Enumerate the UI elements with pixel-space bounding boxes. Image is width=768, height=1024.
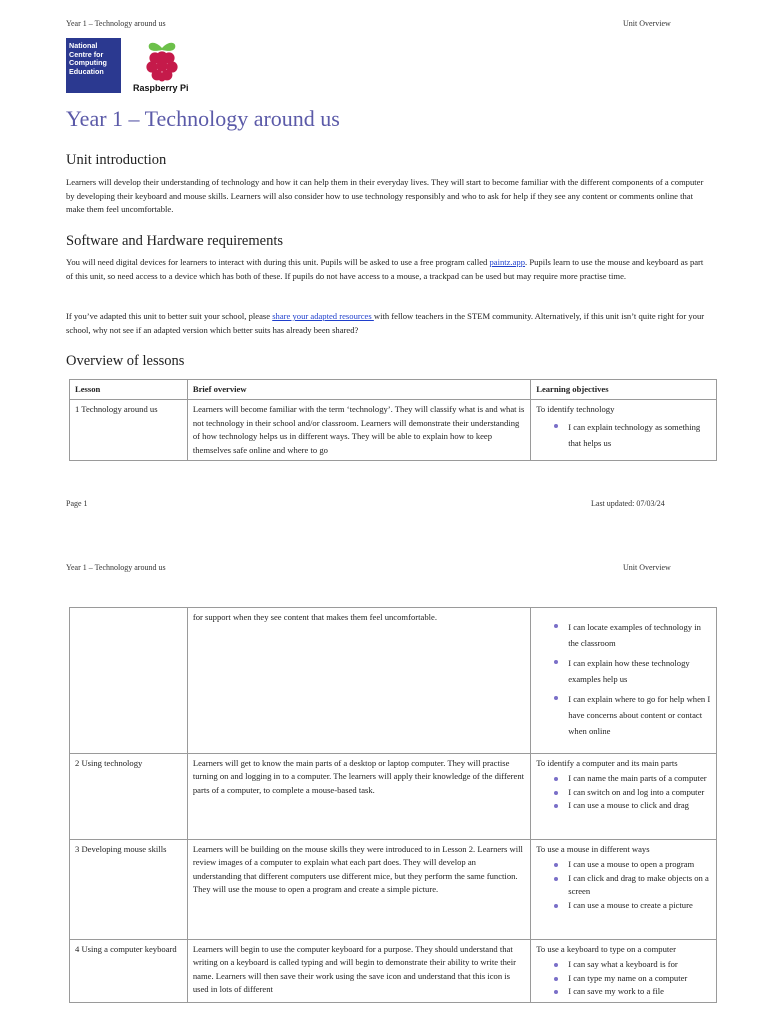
req-p2-text-a: If you’ve adapted this unit to better suit your school, please: [66, 311, 273, 321]
table-row: [70, 400, 717, 461]
overview-cell: Learners will become familiar with the term ‘technology’. They will classify what is and what is not technology in their school and/or classroom. Learners will demonstrate their understanding of how technology helps us in different ways. They will be able to explain how to keep themselves safe online and where to go: [187, 400, 530, 461]
req-p2-text-b: with fellow teachers in the STEM community. Alternatively, if this unit isn’t quite right for your school, why not see if an adapted version which better suits has already been shared?: [66, 311, 705, 335]
table-row: [70, 608, 717, 754]
lesson-cell: 3 Developing mouse skills: [70, 840, 188, 940]
objective-list: [536, 858, 711, 912]
share-resources-link[interactable]: share your adapted resources: [272, 311, 374, 321]
table-row: [70, 840, 717, 940]
raspberry-pi-logo-icon: [141, 38, 183, 82]
objectives-cell: [531, 840, 717, 940]
objective-list: [536, 958, 711, 998]
req-p1-text-b: . Pupils learn to use the mouse and keyboard as part of this unit, so need access to a device which has both of these. If pupils do not have access to a mouse, a trackpad can be used but may require more practise time.: [66, 257, 704, 281]
page1-header-left: Year 1 – Technology around us: [66, 19, 166, 28]
objectives-cell: [531, 754, 717, 840]
lesson-cell: 2 Using technology: [70, 754, 188, 840]
list-item: I can say what a keyboard is for: [536, 958, 711, 971]
objectives-cell: [531, 940, 717, 1003]
ncce-logo-text: National Centre for Computing Education: [69, 41, 107, 76]
raspberry-pi-logo-text: Raspberry Pi: [133, 83, 189, 93]
objectives-cell: [531, 400, 717, 461]
requirements-paragraph-1: [66, 256, 706, 283]
req-p1-text-a: You will need digital devices for learners to interact with during this unit. Pupils will be asked to use a free program called: [66, 257, 490, 267]
table-row: [70, 940, 717, 1003]
lessons-table-page2: [69, 607, 717, 1003]
list-item: I can use a mouse to click and drag: [536, 799, 711, 812]
list-item: I can save my work to a file: [536, 985, 711, 998]
lesson-cell: 4 Using a computer keyboard: [70, 940, 188, 1003]
lesson-cell: [70, 608, 188, 754]
list-item: I can click and drag to make objects on a screen: [536, 872, 711, 899]
paintz-app-link[interactable]: paintz.app: [489, 257, 526, 267]
page-title: Year 1 – Technology around us: [66, 106, 340, 131]
overview-cell: Learners will begin to use the computer keyboard for a purpose. They should understand that writing on a keyboard is called typing and will begin to demonstrate their ability to write their name. Learners will then save their work using the save icon and understand that this icon is used in lots of different: [187, 940, 530, 1003]
header-lesson: Lesson: [70, 380, 188, 400]
objective-list: [536, 619, 711, 739]
objective-title: To identify a computer and its main parts: [536, 758, 678, 768]
objective-list: [536, 772, 711, 812]
header-brief-overview: Brief overview: [187, 380, 530, 400]
overview-cell: for support when they see content that makes them feel uncomfortable.: [187, 608, 530, 754]
page1-header-right: Unit Overview: [623, 19, 671, 28]
objective-title: To identify technology: [536, 404, 615, 415]
requirements-heading: Software and Hardware requirements: [66, 233, 284, 249]
table-header-row: [70, 380, 717, 400]
list-item: I can explain technology as something that helps us: [536, 419, 711, 451]
objective-title: To use a keyboard to type on a computer: [536, 944, 676, 954]
list-item: I can use a mouse to create a picture: [536, 899, 711, 912]
list-item: I can explain where to go for help when I have concerns about content or contact when online: [536, 691, 711, 739]
objectives-cell: [531, 608, 717, 754]
objective-list: [536, 419, 711, 451]
unit-intro-text: Learners will develop their understanding of technology and how it can help them in their everyday lives. They will start to become familiar with the different components of a computer by developing their keyboard and mouse skills. Learners will also consider how to use technology responsibly and who to ask for help if they see any content or comments online that make them feel uncomfortable.: [66, 177, 704, 215]
page1-footer-last-updated: Last updated: 07/03/24: [591, 499, 665, 508]
page2-header-right: Unit Overview: [623, 563, 671, 572]
table-row: [70, 754, 717, 840]
lesson-cell: 1 Technology around us: [70, 400, 188, 461]
list-item: I can explain how these technology examples help us: [536, 655, 711, 687]
overview-cell: Learners will be building on the mouse skills they were introduced to in Lesson 2. Learners will review images of a computer to explain what each part does. They will develop an understanding that different computers use different mice, but they perform the same function. They will use the mouse to open a program and create a simple picture.: [187, 840, 530, 940]
lessons-table-page1: [69, 379, 717, 461]
header-learning-objectives: Learning objectives: [531, 380, 717, 400]
requirements-paragraph-2: [66, 310, 706, 337]
overview-cell: Learners will get to know the main parts of a desktop or laptop computer. They will practise turning on and logging in to a computer. The learners will apply their knowledge of the different parts of a computer, to complete a mouse-based task.: [187, 754, 530, 840]
list-item: I can locate examples of technology in the classroom: [536, 619, 711, 651]
page2-header-left: Year 1 – Technology around us: [66, 563, 166, 572]
list-item: I can name the main parts of a computer: [536, 772, 711, 785]
list-item: I can use a mouse to open a program: [536, 858, 711, 871]
list-item: I can type my name on a computer: [536, 972, 711, 985]
page1-footer-page-number: Page 1: [66, 499, 88, 508]
ncce-logo: [66, 38, 121, 93]
overview-heading: Overview of lessons: [66, 353, 185, 369]
objective-title: To use a mouse in different ways: [536, 844, 650, 854]
unit-intro-heading: Unit introduction: [66, 152, 167, 168]
list-item: I can switch on and log into a computer: [536, 786, 711, 799]
